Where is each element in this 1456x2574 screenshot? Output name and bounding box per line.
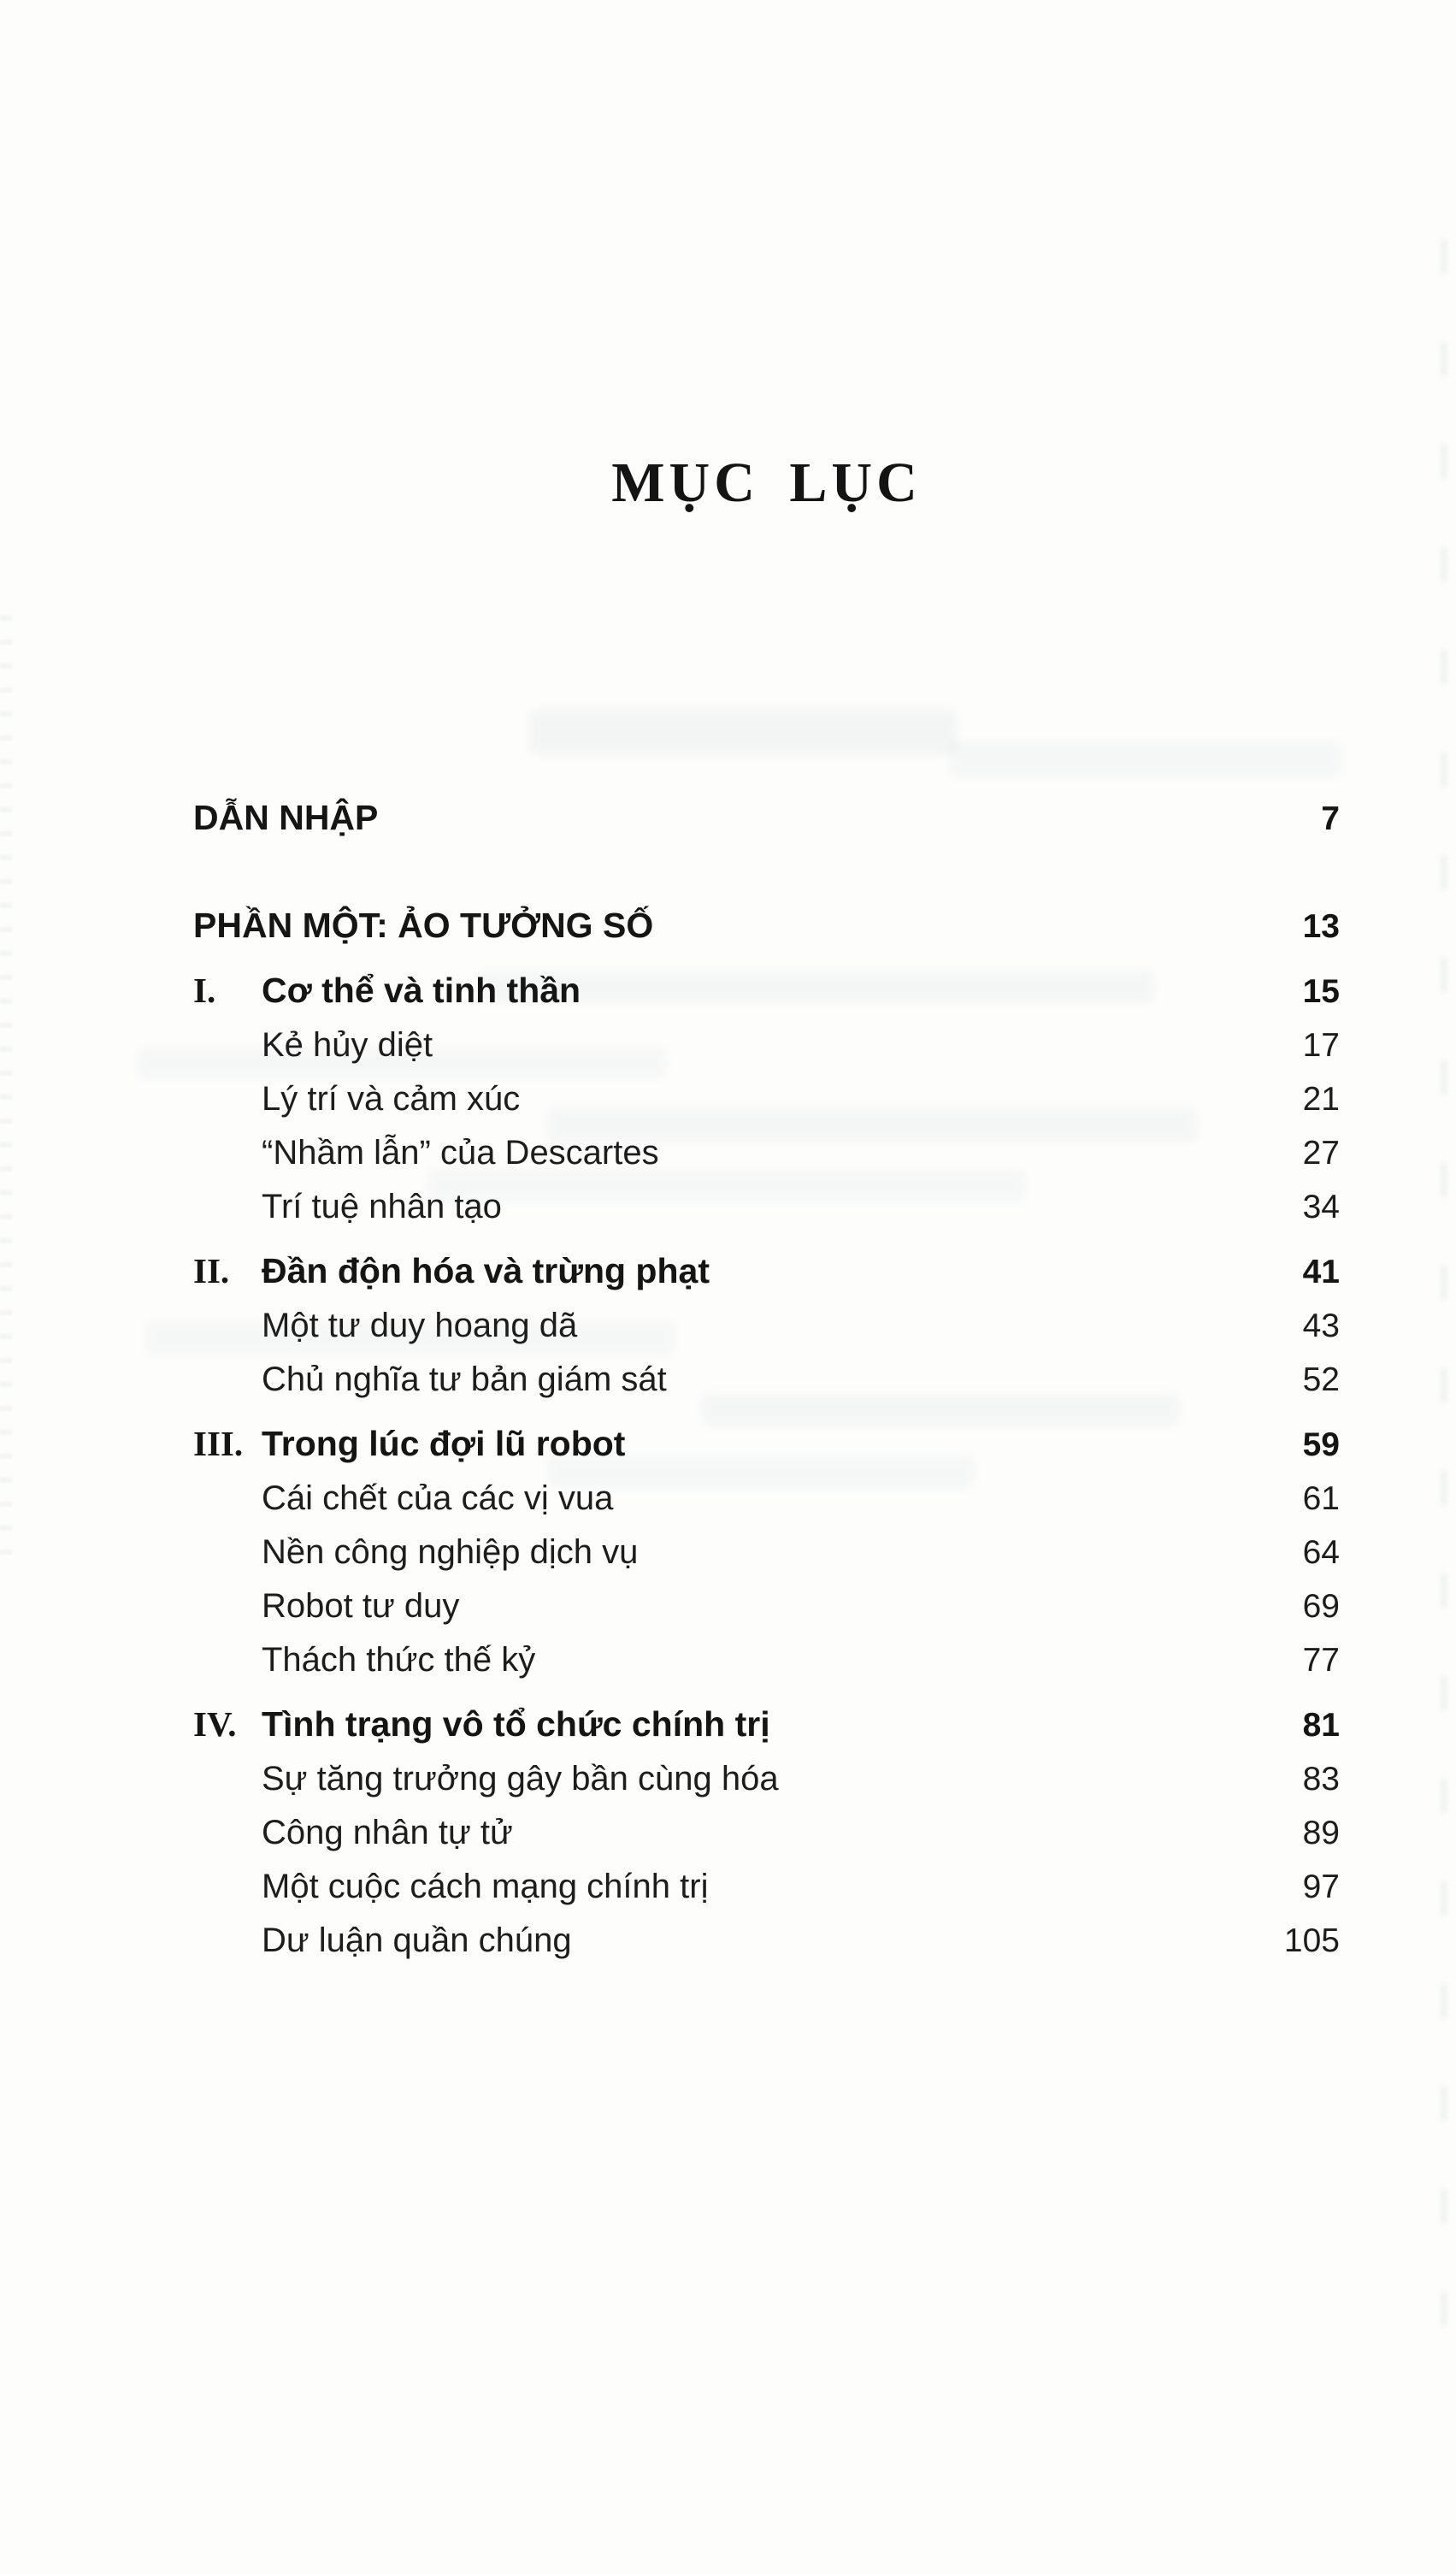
toc-row bbox=[193, 899, 1340, 953]
toc-entry-page: 27 bbox=[1302, 1135, 1340, 1172]
toc-row bbox=[193, 1914, 1340, 1968]
toc-row bbox=[193, 1072, 1340, 1126]
toc-row bbox=[193, 1126, 1340, 1180]
bleedthrough-smudge bbox=[949, 742, 1342, 776]
toc-entry-page: 69 bbox=[1302, 1588, 1340, 1625]
toc-entry-numeral: IV. bbox=[193, 1704, 237, 1744]
toc-entry-page: 41 bbox=[1302, 1254, 1340, 1290]
toc-entry-label: Nền công nghiệp dịch vụ bbox=[262, 1533, 639, 1571]
toc-entry-page: 81 bbox=[1302, 1707, 1340, 1744]
toc-entry-label: Cái chết của các vị vua bbox=[262, 1479, 614, 1517]
toc-row bbox=[193, 791, 1340, 846]
toc-entry-label: Trí tuệ nhân tạo bbox=[262, 1188, 502, 1225]
toc-entry-label: Đần độn hóa và trừng phạt bbox=[262, 1251, 710, 1290]
page-left-edge-artifact bbox=[0, 616, 12, 1556]
toc-row bbox=[193, 1417, 1340, 1472]
toc-entry-page: 64 bbox=[1302, 1534, 1340, 1571]
toc-row bbox=[193, 1472, 1340, 1526]
toc-entry-label: “Nhầm lẫn” của Descartes bbox=[262, 1134, 659, 1172]
toc-entry-numeral: I. bbox=[193, 971, 216, 1010]
toc-row bbox=[193, 1353, 1340, 1407]
toc-entry-page: 21 bbox=[1302, 1081, 1340, 1118]
toc-entry-page: 105 bbox=[1283, 1922, 1340, 1959]
toc-row bbox=[193, 1180, 1340, 1234]
toc-row bbox=[193, 1697, 1340, 1752]
toc-entry-page: 13 bbox=[1302, 908, 1340, 945]
toc-entry-label: Kẻ hủy diệt bbox=[262, 1026, 433, 1064]
toc-entry-page: 61 bbox=[1302, 1480, 1340, 1517]
bleedthrough-smudge bbox=[530, 710, 958, 754]
toc-entry-label: Một cuộc cách mạng chính trị bbox=[262, 1868, 709, 1905]
toc-entry-page: 7 bbox=[1321, 800, 1340, 837]
toc-entry-page: 34 bbox=[1302, 1189, 1340, 1225]
toc-entry-label: Công nhân tự tử bbox=[262, 1814, 513, 1851]
toc-entry-page: 59 bbox=[1302, 1426, 1340, 1463]
toc-entry-label: Thách thức thế kỷ bbox=[262, 1641, 536, 1679]
toc-row bbox=[193, 1860, 1340, 1914]
toc-entry-page: 97 bbox=[1302, 1869, 1340, 1905]
toc-entry-page: 15 bbox=[1302, 973, 1340, 1010]
toc-entry-label: PHẦN MỘT: ẢO TƯỞNG SỐ bbox=[193, 906, 654, 945]
toc-entry-label: Tình trạng vô tổ chức chính trị bbox=[262, 1704, 770, 1744]
toc-entry-page: 17 bbox=[1302, 1027, 1340, 1064]
toc-row bbox=[193, 1018, 1340, 1072]
toc-entry-page: 77 bbox=[1302, 1642, 1340, 1679]
toc-row bbox=[193, 1299, 1340, 1353]
page-title: MỤC LỤC bbox=[611, 452, 922, 514]
toc-entry-label: Dư luận quần chúng bbox=[262, 1922, 572, 1959]
toc-entry-label: Một tư duy hoang dã bbox=[262, 1307, 578, 1344]
toc-row bbox=[193, 1633, 1340, 1687]
page-right-edge-artifact bbox=[1441, 239, 1447, 2335]
toc-entry-label: Sự tăng trưởng gây bần cùng hóa bbox=[262, 1760, 779, 1798]
toc-row bbox=[193, 1526, 1340, 1579]
toc-row bbox=[193, 1579, 1340, 1633]
toc-entry-page: 89 bbox=[1302, 1815, 1340, 1851]
toc-row bbox=[193, 1806, 1340, 1860]
toc-entry-numeral: II. bbox=[193, 1251, 230, 1290]
toc-list bbox=[193, 791, 1340, 1968]
toc-entry-label: Robot tư duy bbox=[262, 1587, 460, 1625]
toc-entry-label: Chủ nghĩa tư bản giám sát bbox=[262, 1361, 667, 1398]
toc-entry-page: 83 bbox=[1302, 1761, 1340, 1798]
toc-entry-label: Lý trí và cảm xúc bbox=[262, 1080, 521, 1118]
toc-row bbox=[193, 1244, 1340, 1299]
toc-entry-numeral: III. bbox=[193, 1424, 244, 1463]
toc-entry-label: DẪN NHẬP bbox=[193, 798, 379, 837]
toc-row bbox=[193, 1752, 1340, 1806]
toc-row bbox=[193, 964, 1340, 1018]
toc-entry-page: 43 bbox=[1302, 1308, 1340, 1344]
toc-entry-label: Trong lúc đợi lũ robot bbox=[262, 1424, 626, 1463]
toc-entry-label: Cơ thể và tinh thần bbox=[262, 971, 581, 1010]
toc-entry-page: 52 bbox=[1302, 1361, 1340, 1398]
